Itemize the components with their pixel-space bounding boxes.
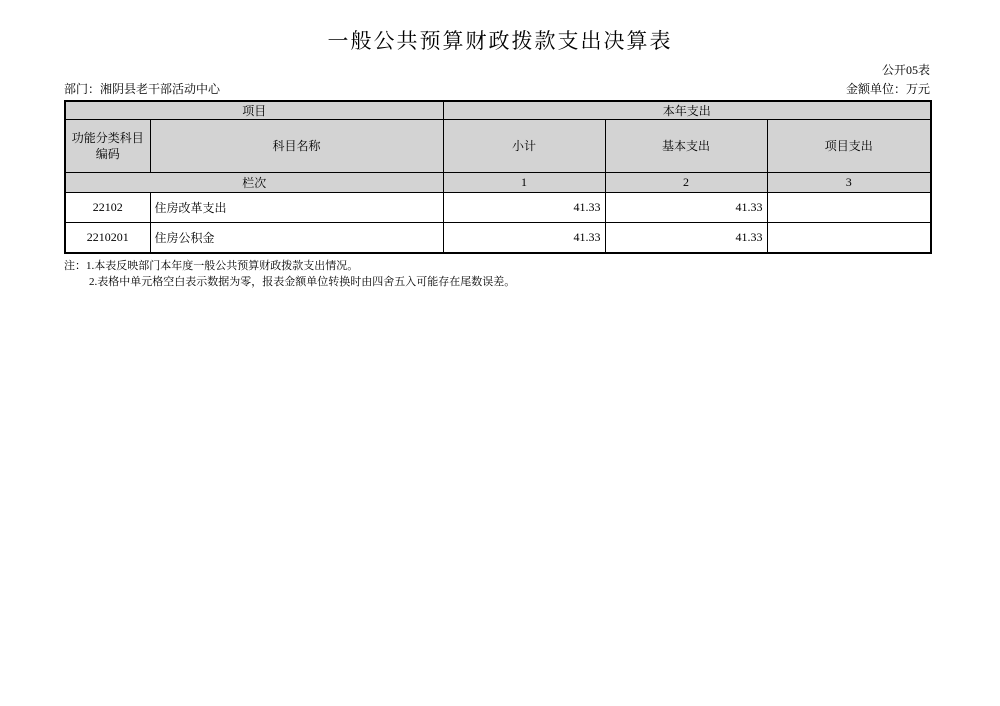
note-prefix: 注：: [64, 260, 86, 272]
column-number-3: 3: [767, 173, 931, 193]
page-title: 一般公共预算财政拨款支出决算表: [327, 29, 673, 53]
group-header-current-year: 本年支出: [443, 101, 931, 120]
header-basic-expenditure: 基本支出: [605, 120, 767, 173]
project-cell: [767, 223, 931, 254]
department-label: 部门：: [64, 82, 101, 96]
table-row: [65, 193, 931, 223]
basic-cell: 41.33: [605, 223, 767, 254]
expenditure-table: [64, 100, 932, 254]
code-cell: 22102: [65, 193, 150, 223]
note-text-1: 1.本表反映部门本年度一般公共预算财政拨款支出情况。: [86, 260, 359, 272]
footnotes: [64, 258, 930, 290]
group-header-row: [65, 101, 931, 120]
column-number-1: 1: [443, 173, 605, 193]
basic-cell: 41.33: [605, 193, 767, 223]
group-header-project: 项目: [65, 101, 443, 120]
column-number-2: 2: [605, 173, 767, 193]
subtotal-cell: 41.33: [443, 193, 605, 223]
note-line: [64, 274, 930, 290]
header-subtotal: 小计: [443, 120, 605, 173]
report-content: [64, 63, 930, 290]
name-cell: 住房改革支出: [150, 193, 443, 223]
project-cell: [767, 193, 931, 223]
department-value: 湘阴县老干部活动中心: [100, 82, 221, 96]
header-project-expenditure: 项目支出: [767, 120, 931, 173]
table-code-label: 公开05表: [881, 63, 930, 77]
unit-label: 金额单位：万元: [845, 82, 930, 96]
note-line: [64, 258, 930, 274]
column-number-row: [65, 173, 931, 193]
code-cell: 2210201: [65, 223, 150, 254]
column-header-row: [65, 120, 931, 173]
report-page: [0, 0, 1000, 290]
lanci-label: 栏次: [65, 173, 443, 193]
header-function-code: 功能分类科目编码: [65, 120, 150, 173]
meta-row: [64, 82, 930, 97]
header-subject-name: 科目名称: [150, 120, 443, 173]
department-line: [64, 82, 220, 97]
subtotal-cell: 41.33: [443, 223, 605, 254]
note-text-2: 2.表格中单元格空白表示数据为零，报表金额单位转换时由四舍五入可能存在尾数误差。: [89, 276, 516, 288]
name-cell: 住房公积金: [150, 223, 443, 254]
table-row: [65, 223, 931, 254]
